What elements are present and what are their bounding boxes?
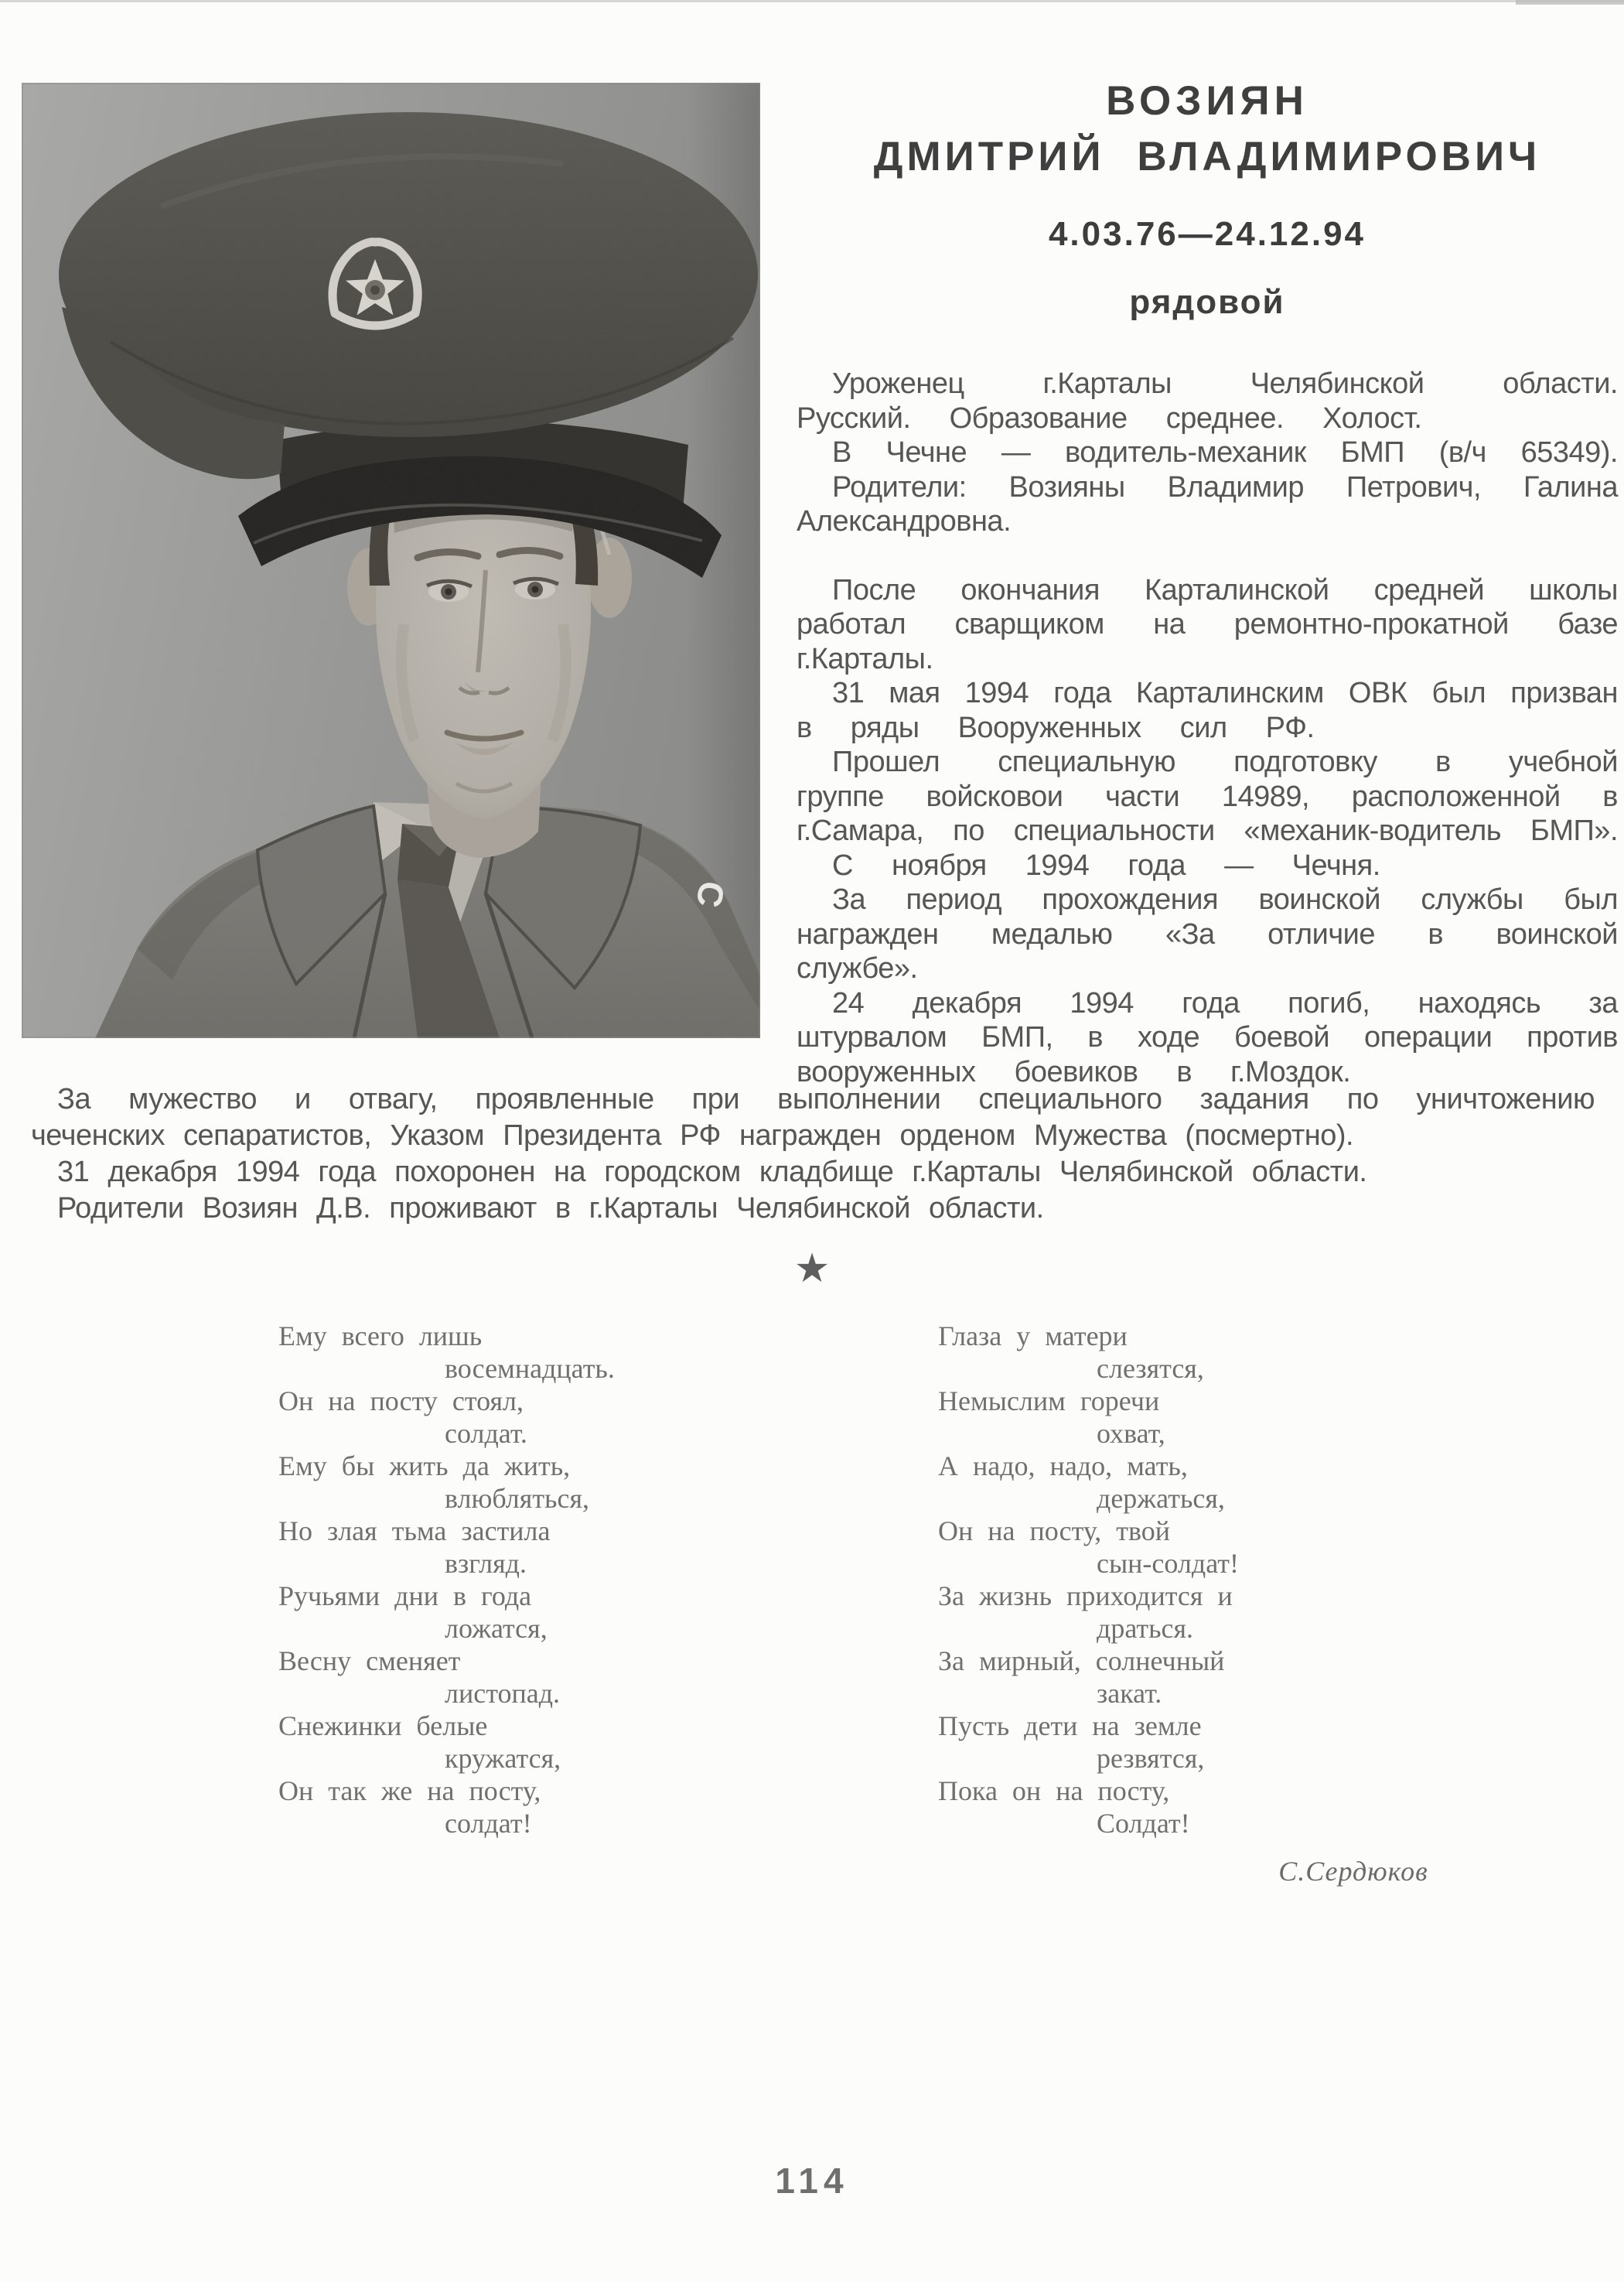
bio-intro-paragraphs xyxy=(797,367,1618,539)
surname-title: ВОЗИЯН xyxy=(1106,78,1308,124)
bio-text-line: Прошел специальную подготовку в учебной xyxy=(832,746,1618,778)
poem-line: держаться, xyxy=(1097,1483,1225,1514)
poem-line: Он так же на посту, xyxy=(278,1775,541,1806)
bio-text-line: Уроженец г.Карталы Челябинской области. xyxy=(832,367,1618,400)
sleeve-letter: С xyxy=(688,878,733,911)
poem-line: А надо, надо, мать, xyxy=(938,1450,1188,1481)
poem-line: кружатся, xyxy=(445,1743,561,1774)
paragraph-gap xyxy=(797,539,1618,573)
poem-line: Немыслим горечи xyxy=(938,1385,1160,1416)
bio-text-line: группе войсковои части 14989, расположенной в xyxy=(797,780,1618,813)
poem-right-column xyxy=(938,1320,1495,1840)
bio-text-line: 31 декабря 1994 года похоронен на городском кладбище г.Карталы Челябинской области. xyxy=(57,1156,1367,1188)
bio-text-line: Родители: Возияны Владимир Петрович, Галина xyxy=(832,470,1618,504)
biography-full-width xyxy=(31,1081,1595,1227)
biography-column xyxy=(797,367,1618,1089)
poem-line: драться. xyxy=(1097,1613,1194,1644)
bio-text-line: Родители Возиян Д.В. проживают в г.Карталы Челябинской области. xyxy=(57,1192,1044,1225)
poem-line: Пусть дети на земле xyxy=(938,1710,1202,1741)
poem-left-column xyxy=(278,1320,789,1840)
poem-line: Глаза у матери xyxy=(938,1320,1128,1351)
poem-line: закат. xyxy=(1097,1678,1162,1709)
bio-text-line: чеченских сепаратистов, Указом Президента РФ награжден орденом Мужества (посмертно). xyxy=(31,1119,1354,1152)
bio-text-line: Русский. Образование среднее. Холост. xyxy=(797,401,1422,435)
bio-text-line: работал сварщиком на ремонтно-прокатной базе xyxy=(797,608,1618,641)
poem-line: Солдат! xyxy=(1097,1808,1190,1839)
star-divider-icon: ★ xyxy=(793,1246,831,1291)
poem-line: охват, xyxy=(1097,1418,1165,1449)
scan-edge-artifact xyxy=(0,0,1624,2)
poem-line: Он на посту, твой xyxy=(938,1515,1171,1546)
poem-line: слезятся, xyxy=(1097,1353,1204,1384)
poem-line: Но злая тьма застила xyxy=(278,1515,551,1546)
poem-line: Пока он на посту, xyxy=(938,1775,1170,1806)
poem-line: сын-солдат! xyxy=(1097,1548,1239,1579)
bio-text-line: награжден медалью «За отличие в воинской xyxy=(797,917,1618,951)
poem-line: солдат. xyxy=(445,1418,527,1449)
poem-line: восемнадцать. xyxy=(445,1353,615,1384)
name-patronymic-title: ДМИТРИЙ ВЛАДИМИРОВИЧ xyxy=(873,134,1541,179)
bio-text-line: г.Карталы. xyxy=(797,642,933,675)
poem-line: Ему всего лишь xyxy=(278,1320,483,1351)
poem-line: взгляд. xyxy=(445,1548,527,1579)
poem-line: Весну сменяет xyxy=(278,1645,461,1676)
soldier-portrait-photo xyxy=(22,83,760,1038)
bio-text-line: С ноября 1994 года — Чечня. xyxy=(832,849,1380,882)
bio-text-line: службе». xyxy=(797,952,918,985)
poem-author-signature: С.Сердюков xyxy=(1278,1856,1428,1887)
bio-text-line: в ряды Вооруженных сил РФ. xyxy=(797,711,1315,744)
scan-corner-artifact xyxy=(1516,0,1624,5)
poem-line: Он на посту стоял, xyxy=(278,1385,524,1416)
bio-text-line: штурвалом БМП, в ходе боевой операции против xyxy=(797,1021,1618,1054)
poem-line: листопад. xyxy=(445,1678,561,1709)
poem-line: солдат! xyxy=(445,1808,532,1839)
bio-text-line: Александровна. xyxy=(797,505,1012,538)
bio-text-line: После окончания Карталинской средней школы xyxy=(832,573,1618,606)
poem-line: За мирный, солнечный xyxy=(938,1645,1225,1676)
bio-text-line: г.Самара, по специальности «механик-водитель БМП». xyxy=(797,815,1618,847)
poem-line: За жизнь приходится и xyxy=(938,1580,1233,1611)
poem-line: резвятся, xyxy=(1097,1743,1205,1774)
bio-text-line: В Чечне — водитель-механик БМП (в/ч 65349). xyxy=(832,436,1618,469)
life-dates: 4.03.76—24.12.94 xyxy=(1048,215,1366,253)
page-number: 114 xyxy=(775,2161,849,2201)
poem-line: ложатся, xyxy=(445,1613,548,1644)
bio-text-line: 24 декабря 1994 года погиб, находясь за xyxy=(832,986,1618,1020)
bio-text-line: За период прохождения воинской службы был xyxy=(832,883,1618,916)
military-rank: рядовой xyxy=(1129,283,1285,321)
poem-line: влюбляться, xyxy=(445,1483,590,1514)
bio-text-line: вооруженных боевиков в г.Моздок. xyxy=(797,1055,1351,1088)
poem-line: Снежинки белые xyxy=(278,1710,488,1741)
poem-line: Ручьями дни в года xyxy=(278,1580,532,1611)
bio-service-paragraphs xyxy=(797,573,1618,1090)
bio-text-line: 31 мая 1994 года Карталинским ОВК был призван xyxy=(832,677,1618,709)
bio-text-line: За мужество и отвагу, проявленные при выполнении специального задания по уничтожению xyxy=(57,1083,1595,1115)
portrait-illustration xyxy=(22,83,760,1038)
poem-line: Ему бы жить да жить, xyxy=(278,1450,571,1481)
